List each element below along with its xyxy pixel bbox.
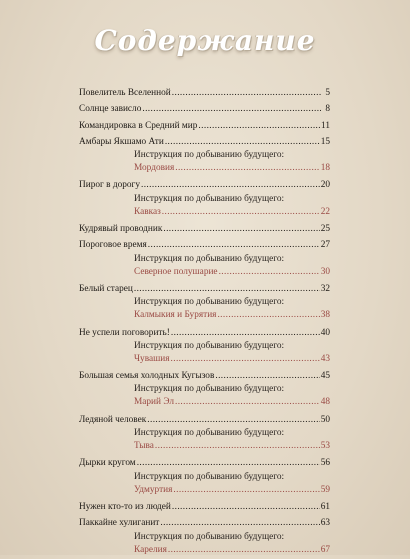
dot-leader — [134, 281, 320, 297]
toc-subentry — [79, 428, 330, 455]
toc-entry-row — [79, 221, 330, 237]
toc-subentry-row — [79, 161, 330, 177]
toc-subentry-row — [79, 483, 330, 499]
dot-leader — [162, 205, 320, 219]
toc-entry-title: Солнце зависло — [79, 104, 142, 115]
toc-subentry-page: 67 — [320, 544, 330, 555]
toc-subentry — [79, 384, 330, 411]
toc-entry — [79, 455, 330, 499]
toc-subentry-heading: Инструкция по добыванию будущего: — [134, 428, 285, 439]
toc-entry-page: 27 — [320, 240, 330, 251]
toc-entry — [79, 281, 330, 325]
toc-subentry-page: 53 — [320, 441, 330, 452]
dot-leader — [171, 352, 320, 366]
toc-entry-page: 8 — [325, 104, 330, 115]
toc-subentry-heading: Инструкция по добыванию будущего: — [134, 297, 285, 308]
toc-subentry-region: Северное полушарие — [134, 266, 218, 277]
toc-entry-row — [79, 85, 330, 101]
toc-entry-row — [79, 237, 330, 253]
toc-subentry — [79, 341, 330, 368]
toc-subentry-region: Кавказ — [134, 206, 161, 217]
toc-entry-row — [79, 412, 330, 428]
toc-subentry-heading: Инструкция по добыванию будущего: — [134, 384, 285, 395]
toc-entry-page: 40 — [320, 327, 330, 338]
toc-subentry — [79, 150, 330, 177]
dot-leader — [137, 455, 320, 471]
toc-subentry-page: 59 — [320, 484, 330, 495]
toc-entry-page: 5 — [325, 88, 330, 98]
toc-subentry-page: 18 — [320, 163, 330, 174]
toc-entry-page: 56 — [320, 458, 330, 469]
dot-leader — [148, 237, 320, 253]
toc-entry-title: Повелитель Вселенной — [79, 88, 171, 98]
dot-leader — [172, 85, 321, 101]
toc-entry-title: Большая семья холодных Кугызов — [79, 371, 215, 382]
toc-entry — [79, 134, 330, 178]
dot-leader — [172, 499, 320, 515]
toc-subentry-row — [79, 352, 330, 368]
dot-leader — [142, 101, 321, 117]
dot-leader — [215, 368, 319, 384]
dot-leader — [168, 543, 320, 557]
dot-leader — [147, 412, 319, 428]
toc-subentry-region: Тыва — [134, 441, 154, 452]
toc-subentry-heading: Инструкция по добыванию будущего: — [134, 471, 285, 482]
toc-entry — [79, 499, 330, 515]
dot-leader — [175, 161, 319, 175]
dot-leader — [173, 483, 319, 497]
toc-subentry-heading: Инструкция по добыванию будущего: — [134, 340, 285, 351]
toc-subentry-row — [79, 308, 330, 324]
toc-entry-title: Ледяной человек — [79, 414, 147, 425]
toc-subentry-row — [79, 543, 330, 559]
toc-entry-row — [79, 101, 330, 117]
toc-subentry — [79, 254, 330, 281]
toc-entry-page: 15 — [320, 136, 330, 147]
toc-entry — [79, 368, 330, 412]
toc-subentry-region: Мордовия — [134, 163, 175, 174]
dot-leader — [175, 395, 320, 409]
toc-subentry-region: Удмуртия — [134, 484, 173, 495]
toc-subentry-page: 43 — [320, 353, 330, 364]
dot-leader — [160, 515, 319, 531]
toc-entry-title: Амбары Якшамо Ати — [79, 136, 164, 147]
toc-entry-row — [79, 118, 330, 134]
toc-subentry-page: 48 — [320, 397, 330, 408]
toc-subentry — [79, 472, 330, 499]
toc-entry-row — [79, 177, 330, 193]
toc-entry-page: 25 — [320, 224, 330, 235]
toc-subentry-heading: Инструкция по добыванию будущего: — [134, 150, 285, 161]
toc-subentry — [79, 297, 330, 324]
toc-entry-row — [79, 134, 330, 150]
toc-entry-row — [79, 281, 330, 297]
dot-leader — [141, 177, 320, 193]
dot-leader — [217, 308, 319, 322]
toc-entry-row — [79, 455, 330, 471]
toc-subentry-heading: Инструкция по добыванию будущего: — [134, 193, 285, 204]
toc-subentry-heading: Инструкция по добыванию будущего: — [134, 531, 285, 542]
toc-entry — [79, 515, 330, 559]
toc-subentry-page: 38 — [320, 310, 330, 321]
dot-leader — [163, 221, 319, 237]
toc-entry-page: 32 — [320, 283, 330, 294]
toc-subentry-row — [79, 205, 330, 221]
toc-entry — [79, 221, 330, 237]
toc-entry — [79, 85, 330, 101]
toc-subentry-page: 30 — [320, 266, 330, 277]
toc-subentry-region: Чувашия — [134, 353, 170, 364]
toc-subentry-region: Карелия — [134, 544, 167, 555]
toc-entry-row — [79, 325, 330, 341]
toc-entry-page: 11 — [321, 120, 330, 131]
toc-entry-page: 61 — [320, 501, 330, 512]
toc-entry-title: Пороговое время — [79, 240, 147, 251]
toc-entry — [79, 325, 330, 369]
toc-subentry-row — [79, 265, 330, 281]
toc-entry-row — [79, 368, 330, 384]
toc-entry — [79, 412, 330, 456]
toc-subentry-region: Марий Эл — [134, 397, 174, 408]
toc-subentry-page: 22 — [320, 206, 330, 217]
toc-entry-row — [79, 499, 330, 515]
toc-entry-title: Дырки кругом — [79, 458, 136, 469]
toc-subentry-row — [79, 439, 330, 455]
toc-entry-page: 63 — [320, 518, 330, 529]
dot-leader — [219, 265, 320, 279]
toc-entry — [79, 101, 330, 117]
toc-entry-title: Нужен кто-то из людей — [79, 501, 171, 512]
table-of-contents — [79, 85, 330, 559]
page-title: Содержание — [94, 24, 316, 57]
dot-leader — [155, 439, 320, 453]
dot-leader — [171, 325, 320, 341]
toc-entry-title: Кудрявый проводник — [79, 224, 163, 235]
toc-subentry-heading: Инструкция по добыванию будущего: — [134, 253, 285, 264]
toc-entry — [79, 237, 330, 281]
toc-entry-page: 45 — [320, 371, 330, 382]
toc-subentry-row — [79, 395, 330, 411]
toc-entry-page: 20 — [320, 180, 330, 191]
toc-subentry — [79, 194, 330, 221]
toc-entry-title: Командировка в Средний мир — [79, 120, 198, 131]
toc-entry-title: Пирог в дорогу — [79, 180, 140, 191]
dot-leader — [198, 118, 320, 134]
toc-entry-row — [79, 515, 330, 531]
toc-entry — [79, 177, 330, 221]
toc-entry-page: 50 — [320, 414, 330, 425]
toc-entry-title: Не успели поговорить! — [79, 327, 170, 338]
toc-subentry-region: Калмыкия и Бурятия — [134, 310, 217, 321]
dot-leader — [165, 134, 320, 150]
toc-entry-title: Белый старец — [79, 283, 133, 294]
toc-entry-title: Паккайне хулиганит — [79, 518, 160, 529]
toc-entry — [79, 118, 330, 134]
